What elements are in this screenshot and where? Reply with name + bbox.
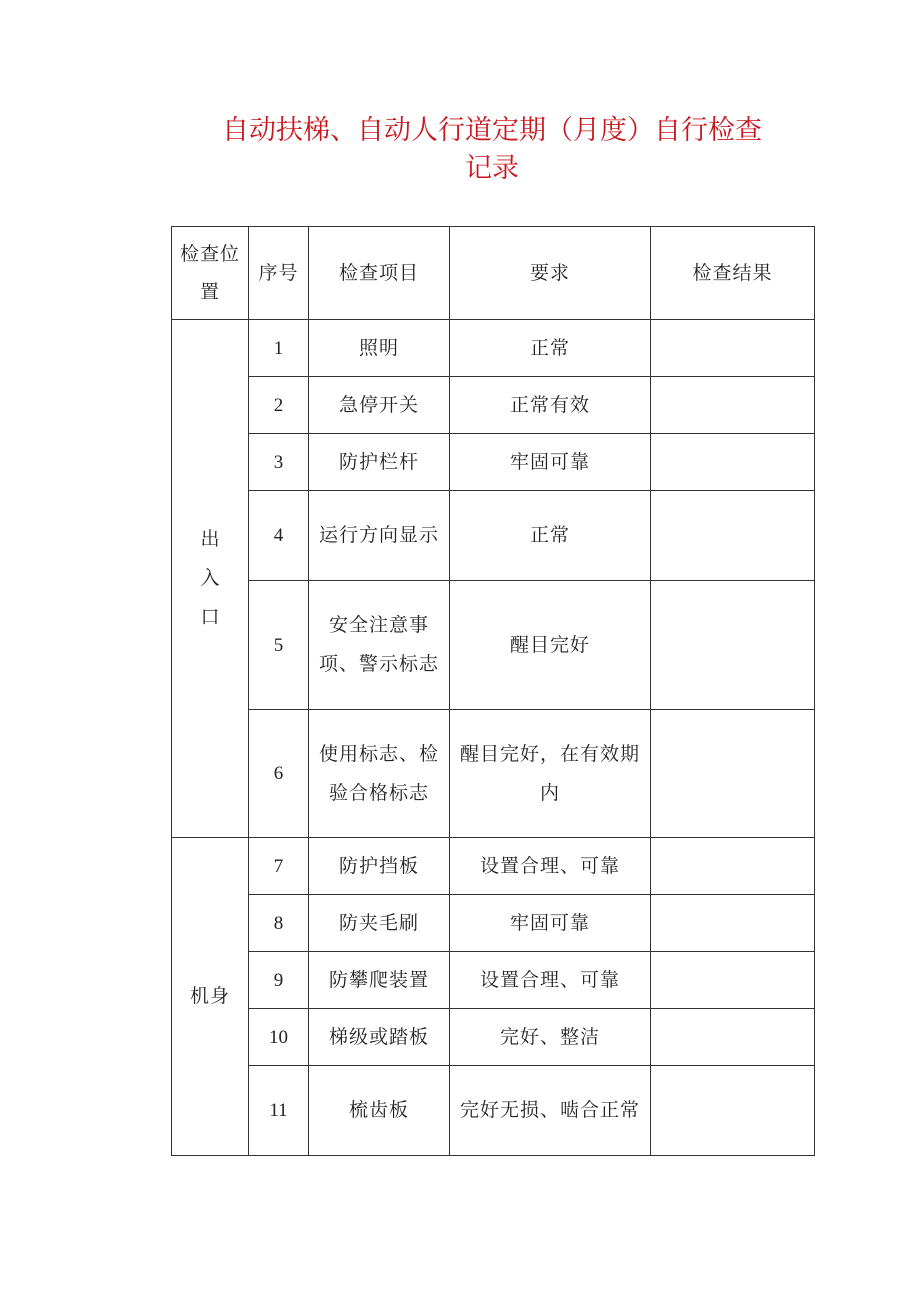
item-cell: 梯级或踏板 [309,1009,450,1066]
table-row [172,320,815,377]
result-cell[interactable] [651,434,815,491]
requirement-cell: 设置合理、可靠 [450,952,651,1009]
result-cell[interactable] [651,581,815,710]
header-result: 检查结果 [651,227,815,320]
header-location-line-2: 置 [199,281,220,303]
requirement-cell: 醒目完好 [450,581,651,710]
item-cell: 防夹毛刷 [309,895,450,952]
seq-cell: 11 [249,1066,309,1156]
inspection-table [171,226,815,1156]
result-cell[interactable] [651,952,815,1009]
item-line-1: 使用标志、检 [318,742,439,765]
table-row [172,1066,815,1156]
seq-cell: 8 [249,895,309,952]
result-cell[interactable] [651,320,815,377]
requirement-cell: 牢固可靠 [450,895,651,952]
item-cell: 梳齿板 [309,1066,450,1156]
item-cell [309,710,450,838]
location-body-cell: 机身 [172,838,249,1156]
result-cell[interactable] [651,1066,815,1156]
requirement-cell: 牢固可靠 [450,434,651,491]
result-cell[interactable] [651,838,815,895]
requirement-line-1: 醒目完好，在有效期 [459,742,640,765]
table-row [172,377,815,434]
item-cell: 防护挡板 [309,838,450,895]
item-line-2: 项、警示标志 [318,653,439,675]
item-line-2: 验合格标志 [328,781,429,804]
requirement-cell: 正常有效 [450,377,651,434]
header-location [172,227,249,320]
item-cell: 运行方向显示 [309,491,450,581]
requirement-cell: 完好无损、啮合正常 [450,1066,651,1156]
result-cell[interactable] [651,895,815,952]
requirement-cell: 正常 [450,320,651,377]
seq-cell: 10 [249,1009,309,1066]
table-row [172,952,815,1009]
seq-cell: 2 [249,377,309,434]
header-requirement: 要求 [450,227,651,320]
location-char: 出 [200,528,220,550]
table-row [172,491,815,581]
seq-cell: 4 [249,491,309,581]
header-location-line-1: 检查位 [179,243,240,265]
table-row [172,1009,815,1066]
seq-cell: 3 [249,434,309,491]
item-cell [309,581,450,710]
result-cell[interactable] [651,377,815,434]
seq-cell: 5 [249,581,309,710]
item-cell: 防攀爬装置 [309,952,450,1009]
item-cell: 照明 [309,320,450,377]
seq-cell: 6 [249,710,309,838]
result-cell[interactable] [651,1009,815,1066]
requirement-cell: 正常 [450,491,651,581]
seq-cell: 7 [249,838,309,895]
seq-cell: 9 [249,952,309,1009]
location-entrance-cell [172,320,249,838]
seq-cell: 1 [249,320,309,377]
header-seq: 序号 [249,227,309,320]
result-cell[interactable] [651,710,815,838]
item-cell: 急停开关 [309,377,450,434]
title-line-2: 记录 [465,153,519,184]
item-cell: 防护栏杆 [309,434,450,491]
requirement-cell [450,710,651,838]
requirement-line-2: 内 [539,781,560,804]
table-header-row [172,227,815,320]
requirement-cell: 完好、整洁 [450,1009,651,1066]
table-row [172,895,815,952]
location-char: 口 [200,606,220,628]
table-row [172,710,815,838]
location-char: 入 [200,567,220,589]
table-row [172,581,815,710]
table-row [172,434,815,491]
result-cell[interactable] [651,491,815,581]
item-line-1: 安全注意事 [328,614,429,636]
table-row [172,838,815,895]
header-item: 检查项目 [309,227,450,320]
document-title [196,112,788,188]
requirement-cell: 设置合理、可靠 [450,838,651,895]
title-line-1: 自动扶梯、自动人行道定期（月度）自行检查 [222,115,762,146]
